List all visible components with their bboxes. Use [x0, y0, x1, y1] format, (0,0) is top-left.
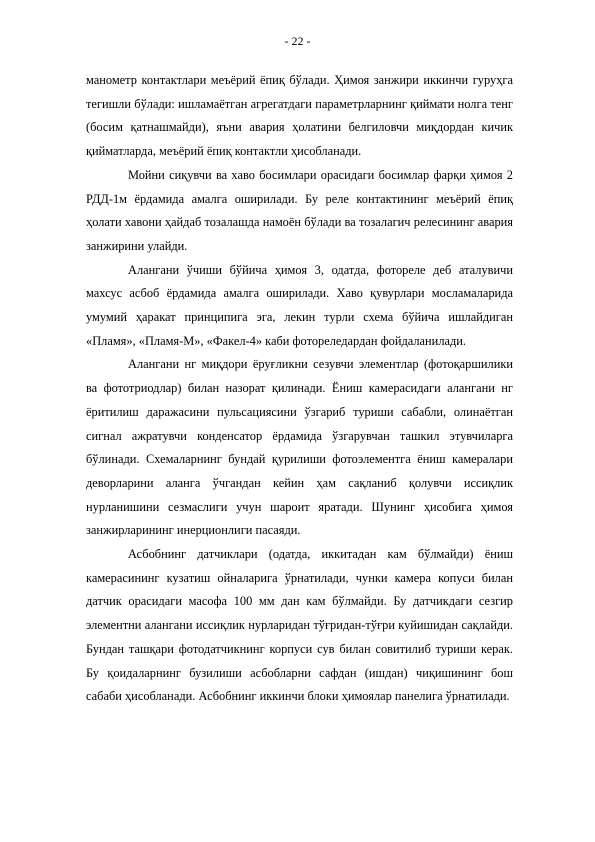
- paragraph-3: Алангани ўчиши бўйича ҳимоя 3, одатда, фотореле деб аталувичи махсус асбоб ёрдамида амалга оширилади. Хаво қувурлари мосламаларида умумий ҳаракат принципига эга, лекин турли схема бўйича ишлайдиган «Пламя», «Пламя-М», «Факел-4» каби фотореледардан фойдаланилади.: [86, 262, 513, 348]
- body-text: [86, 69, 513, 709]
- paragraph-5: Асбобнинг датчиклари (одатда, иккитадан кам бўлмайди) ёниш камерасининг кузатиш ойналарига ўрнатилади, чунки камера копуси билан датчик орасидаги масофа 100 мм дан кам бўлмайди. Бу датчикдаги сезгир элементни алангани иссиқлик нурларидан тўғридан-тўғри куйишидан сақлайди. Бундан ташқари фотодатчикнинг корпуси сув билан совитилиб туриши керак. Бу қоидаларнинг бузилиши асбобларни сафдан (ишдан) чиқишининг бош сабаби ҳисобланади. Асбобнинг иккинчи блоки ҳимоялар панелига ўрнатилади.: [86, 547, 513, 704]
- paragraph-4: Алангани нг миқдори ёруғликни сезувчи элементлар (фотоқаршилики ва фототриодлар) билан назорат қилинади. Ёниш камерасидаги алангани нг ёритилиш даражасини пульсациясини ўзгариб туриши сабабли, олинаётган сигнал ажратувчи конденсатор ёрдамида ўзгарувчан ташкил этувчиларга бўлинади. Схемаларнинг бундай қурилиши фотоэлементга ёниш камералари деворларини аланга ўчгандан кейин ҳам сақланиб қолувчи иссиқлик нурланишини сезмаслиги учун шароит яратади. Шунинг ҳисобига ҳимоя занжирларининг инерционлиги пасаяди.: [86, 357, 513, 538]
- page-number: - 22 -: [284, 34, 311, 48]
- paragraph-2: Мойни сиқувчи ва хаво босимлари орасидаги босимлар фарқи ҳимоя 2 РДД-1м ёрдамида амалга оширилади. Бу реле контактининг меъёрий ёпиқ ҳолати хавони ҳайдаб тозалашда намоён бўлади ва тозалагич релесининг авария занжирини улайди.: [86, 167, 513, 253]
- paragraph-1: манометр контактлари меъёрий ёпиқ бўлади. Ҳимоя занжири иккинчи гуруҳга тегишли бўлади: ишламаётган агрегатдаги параметрларнинг қиймати нолга тенг (босим қатнашмайди), яъни авария ҳолатини белгиловчи миқдордан кичик қийматларда, меъёрий ёпиқ контактли ҳисобланади.: [86, 73, 513, 159]
